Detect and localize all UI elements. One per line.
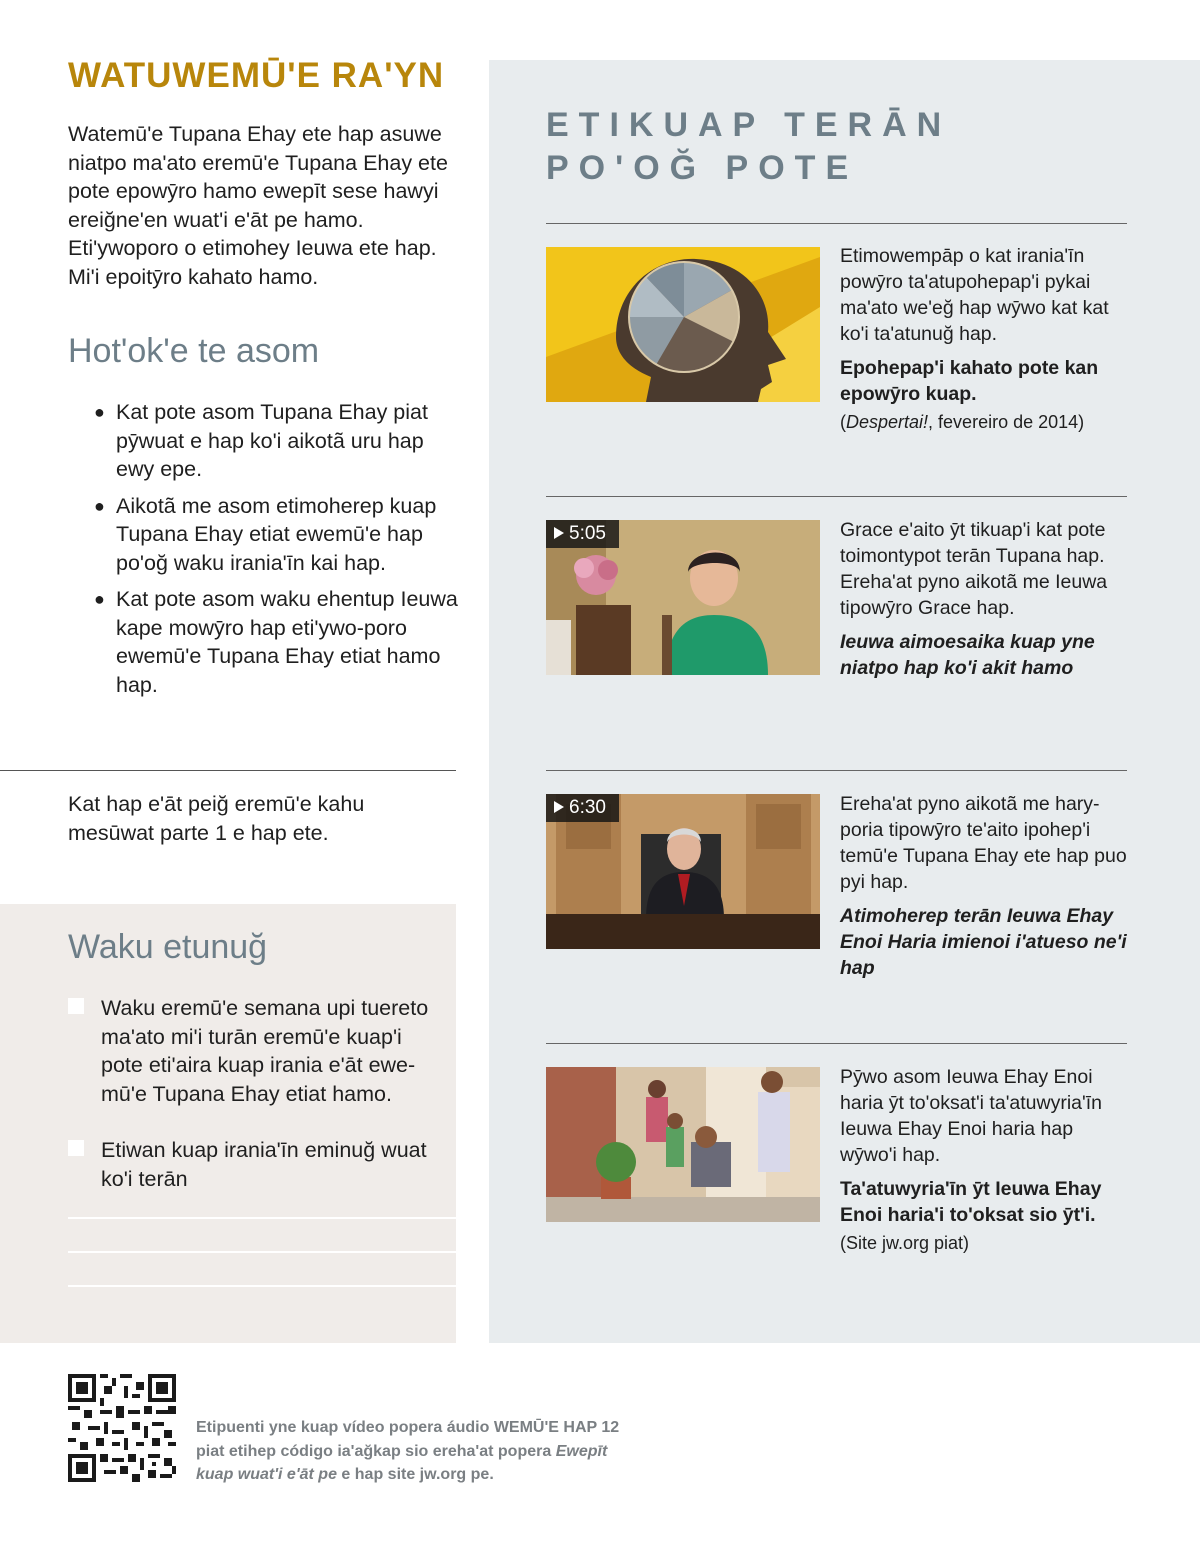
video-title-link[interactable]: Ieuwa aimoesaika kuap yne niatpo hap ko'i akit hamo <box>840 631 1095 679</box>
footer-line: Etipuenti yne kuap vídeo popera áudio WEMŪ'E HAP 12 <box>196 1419 620 1436</box>
article-text: Pȳwo asom Ieuwa Ehay Enoi haria ȳt to'oksat'i ta'atuwyria'īn Ieuwa Ehay Enoi haria hap wȳwo'i hap. <box>840 1066 1103 1166</box>
divider <box>546 770 1127 771</box>
qr-code-icon[interactable] <box>68 1374 176 1482</box>
video-description <box>840 791 1130 981</box>
explore-title-line: ETIKUAP TERĀN <box>546 106 952 144</box>
goal-item <box>68 994 438 1114</box>
article-thumbnail[interactable] <box>546 247 820 402</box>
divider <box>546 1043 1127 1044</box>
article-description <box>840 1064 1130 1256</box>
bullet-icon: ● <box>94 402 105 422</box>
write-line[interactable] <box>68 1285 456 1287</box>
goal-box <box>0 904 456 1343</box>
footer-text <box>196 1416 676 1487</box>
divider <box>546 496 1127 497</box>
review-item-text: Kat pote asom waku ehentup Ieuwa kape mowȳro hap eti'ywo-poro ewemū'e Tupana Ehay etiat hamo hap. <box>116 587 458 697</box>
write-line[interactable] <box>68 1251 456 1253</box>
review-item <box>90 398 460 484</box>
video-thumbnail[interactable] <box>546 794 820 949</box>
family-greeting-image <box>546 1067 820 1222</box>
review-item <box>90 585 460 699</box>
goal-item <box>68 1136 438 1196</box>
video-duration-badge: 5:05 <box>546 520 619 548</box>
goal-title: Waku etunuğ <box>68 928 268 966</box>
video-thumbnail[interactable] <box>546 520 820 675</box>
finished-text: Kat hap e'āt peiğ eremū'e kahu mesūwat parte 1 e hap ete. <box>68 792 365 845</box>
article-link[interactable]: Epohepap'i kahato pote kan epowȳro kuap. <box>840 357 1099 405</box>
play-icon <box>554 527 564 539</box>
write-line[interactable] <box>68 1217 456 1219</box>
article-link[interactable]: Ta'atuwyria'īn ȳt Ieuwa Ehay Enoi haria'i to'oksat sio ȳt'i. <box>840 1178 1102 1226</box>
explore-title <box>546 104 951 190</box>
article-source: (Site jw.org piat) <box>840 1233 970 1253</box>
divider <box>0 770 456 771</box>
article-text: Etimowempāp o kat irania'īn powȳro ta'atupohepap'i pykai ma'ato we'eğ hap wȳwo kat kat ko'i ta'atunuğ hap. <box>840 245 1109 345</box>
review-title: Hot'ok'e te asom <box>68 332 320 370</box>
review-item-text: Aikotã me asom etimoherep kuap Tupana Ehay etiat ewemū'e hap po'oğ waku irania'īn kai hap. <box>116 493 437 575</box>
video-description <box>840 517 1130 681</box>
bullet-icon: ● <box>94 495 105 516</box>
article-source: (Despertai!, fevereiro de 2014) <box>840 412 1085 432</box>
review-item <box>90 492 460 578</box>
summary-text: Watemū'e Tupana Ehay ete hap asuwe niatpo ma'ato eremū'e Tupana Ehay ete pote epowȳro hamo ewepīt sese hawyi ereiğne'en wuat'i e'āt pe hamo. Eti'ywoporo o etimohey Ieuwa ete hap. Mi'i epoitȳro kahato hamo. <box>68 122 448 289</box>
video-duration-badge: 6:30 <box>546 794 619 822</box>
brain-head-illustration <box>546 247 820 402</box>
footer-line: kuap wuat'i e'āt pe e hap site jw.org pe. <box>196 1466 494 1483</box>
explore-title-line: PO'OĞ POTE <box>546 149 859 187</box>
video-text: Grace e'aito ȳt tikuap'i kat pote toimontypot terān Tupana hap. Ereha'at pyno aikotã me Ieuwa tipowȳro Grace hap. <box>840 519 1108 619</box>
article-description <box>840 243 1130 435</box>
video-text: Ereha'at pyno aikotã me hary-poria tipowȳro te'aito ipohep'i temū'e Tupana Ehay ete hap puo pyi hap. <box>840 793 1127 893</box>
divider <box>546 223 1127 224</box>
footer-line: piat etihep código ia'ağkap sio ereha'at popera Ewepīt <box>196 1442 608 1460</box>
goal-item-text: Etiwan kuap irania'īn eminuğ wuat ko'i terān <box>101 1138 427 1191</box>
checkbox[interactable] <box>68 998 84 1014</box>
video-title-link[interactable]: Atimoherep terān Ieuwa Ehay Enoi Haria imienoi i'atueso ne'i hap <box>840 905 1127 979</box>
review-list <box>90 398 460 707</box>
play-icon <box>554 801 564 813</box>
checkbox[interactable] <box>68 1140 84 1156</box>
summary-title: WATUWEMŪ'E RA'YN <box>68 56 445 95</box>
goal-item-text: Waku eremū'e semana upi tuereto ma'ato mi'i turān eremū'e kuap'i pote eti'aira kuap irania e'āt ewe-mū'e Tupana Ehay etiat hamo. <box>101 996 429 1106</box>
article-thumbnail[interactable] <box>546 1067 820 1222</box>
bullet-icon: ● <box>94 589 105 609</box>
review-item-text: Kat pote asom Tupana Ehay piat pȳwuat e hap ko'i aikotã uru hap ewy epe. <box>116 400 428 481</box>
